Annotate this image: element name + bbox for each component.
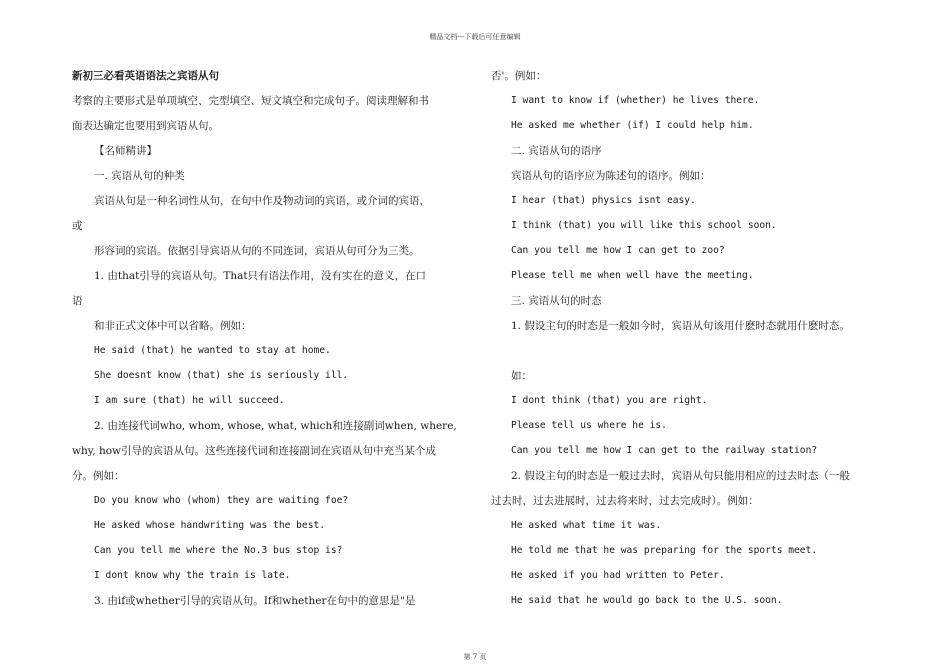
left-text-line: 1. 由that引导的宾语从句。That只有语法作用，没有实在的意义，在口: [94, 270, 427, 282]
right-text-line: 宾语从句的语序应为陈述句的语序。例如：: [511, 170, 711, 182]
right-text-line: 如：: [511, 370, 532, 382]
page-header: 精品文档---下载后可任意编辑: [429, 33, 521, 41]
right-text-line: I think (that) you will like this school soon.: [511, 220, 777, 231]
right-text-line: 过去时，过去进展时，过去将来时，过去完成时）。例如：: [491, 495, 759, 507]
right-text-line: 二. 宾语从句的语序: [511, 145, 602, 157]
left-text-line: Can you tell me where the No.3 bus stop is?: [94, 545, 343, 556]
left-text-line: 或: [72, 220, 83, 232]
right-text-line: He asked if you had written to Peter.: [511, 570, 725, 581]
left-text-line: He asked whose handwriting was the best.: [94, 520, 326, 531]
left-text-line: 3. 由if或whether引导的宾语从句。If和whether在句中的意思是"是: [94, 595, 416, 607]
right-text-line: He told me that he was preparing for the sports meet.: [511, 545, 818, 556]
left-text-line: 形容词的宾语。依据引导宾语从句的不同连词，宾语从句可分为三类。: [94, 245, 420, 257]
right-text-line: Please tell us where he is.: [511, 420, 667, 431]
left-text-line: why, how引导的宾语从句。这些连接代词和连接副词在宾语从句中充当某个成: [72, 445, 437, 457]
left-text-line: 一. 宾语从句的种类: [94, 170, 185, 182]
left-text-line: I dont know why the train is late.: [94, 570, 291, 581]
left-text-line: 分。例如：: [72, 470, 125, 482]
right-text-line: 1. 假设主句的时态是一般如今时，宾语从句该用什麽时态就用什麽时态。: [511, 320, 850, 332]
right-text-line: He asked what time it was.: [511, 520, 662, 531]
left-text-line: 面表达确定也要用到宾语从句。: [72, 120, 219, 132]
right-text-line: I hear (that) physics isnt easy.: [511, 195, 696, 206]
left-text-line: 新初三必看英语语法之宾语从句: [72, 70, 219, 82]
right-text-line: He asked me whether (if) I could help him.: [511, 120, 754, 131]
left-text-line: Do you know who (whom) they are waiting foe?: [94, 495, 349, 506]
left-text-line: 语: [72, 295, 83, 307]
right-text-line: He said that he would go back to the U.S. soon.: [511, 595, 783, 606]
left-text-line: 宾语从句是一种名词性从句，在句中作及物动词的宾语，或介词的宾语，: [94, 195, 430, 207]
left-text-line: 考察的主要形式是单项填空、完型填空、短文填空和完成句子。阅读理解和书: [72, 95, 429, 107]
right-text-line: Can you tell me how I can get to the railway station?: [511, 445, 818, 456]
page-number: 第 7 页: [463, 653, 487, 661]
right-text-line: 三. 宾语从句的时态: [511, 295, 602, 307]
right-text-line: Please tell me when well have the meeting.: [511, 270, 754, 281]
left-text-line: 2. 由连接代词who, whom, whose, what, which和连接副词when, where,: [94, 420, 457, 432]
right-text-line: 否'。例如：: [491, 70, 547, 82]
left-text-line: 和非正式文体中可以省略。例如：: [94, 320, 252, 332]
right-text-line: Can you tell me how I can get to zoo?: [511, 245, 725, 256]
right-text-line: I dont think (that) you are right.: [511, 395, 708, 406]
left-text-line: I am sure (that) he will succeed.: [94, 395, 285, 406]
right-text-line: 2. 假设主句的时态是一般过去时，宾语从句只能用相应的过去时态（一般: [511, 470, 850, 482]
right-text-line: I want to know if (whether) he lives there.: [511, 95, 760, 106]
left-text-line: She doesnt know (that) she is seriously ill.: [94, 370, 349, 381]
left-text-line: 【名师精讲】: [94, 145, 157, 157]
left-text-line: He said (that) he wanted to stay at home.: [94, 345, 331, 356]
